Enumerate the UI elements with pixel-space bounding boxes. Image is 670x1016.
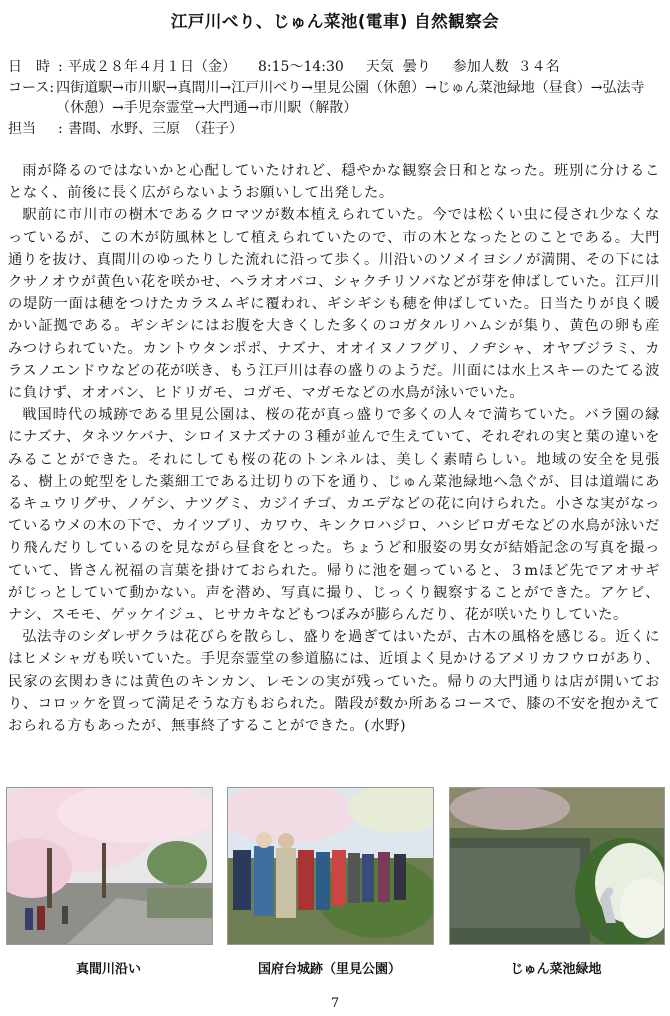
photo-caption: 国府台城跡（里見公園） [257, 962, 401, 977]
participants-value: ３４名 [517, 59, 560, 75]
date-label: 日 時 [8, 59, 50, 75]
paragraph: 弘法寺のシダレザクラは花びらを散らし、盛りを過ぎてはいたが、古木の風格を感じる。近くにはヒメシャガも咲いていた。手児奈霊堂の参道脇には、近頃よく見かけるアメリカフウロがあり、民家の玄関わきには黄色のキンカン、レモンの実が残っていた。帰りの大門通りは店が開いており、コロッケを買って満足そうな方もおられた。階段が数か所あるコースで、膝の不安を抱かえておられる方もあったが、無事終了することができた。(水野) [8, 629, 660, 735]
weather-value: 曇り [402, 59, 431, 75]
page-number: 7 [330, 996, 340, 1011]
paragraph: 駅前に市川市の樹木であるクロマツが数本植えられていた。今では松くい虫に侵され少なくなっているが、この木が防風林として植えられていたので、市の木となったとのことである。大門通りを抜け、真間川のゆったりした流れに沿って歩く。川沿いのソメイヨシノが満開、その下にはクサノオウが黄色い花を咲かせ、ヘラオオバコ、シャクチリソバなどが芽を伸ばしていた。江戸川の堤防一面は穂をつけたカラスムギに覆われ、ギシギシも穂を伸ばしていた。日当たりが良く暖かい証拠である。ギシギシにはお腹を大きくした多くのコガタルリハムシが集り、黄色の卵も産みつけられていた。カントウタンポポ、ナズナ、オオイヌノフグリ、ノヂシャ、オヤブジラミ、カラスノエンドウなどの花が咲き、もう江戸川は春の盛りのようだ。川面には水上スキーのたてる波に負けず、オオバン、ヒドリガモ、コガモ、マガモなどの水鳥が泳いでいた。 [8, 207, 660, 402]
photo-satomi-park [227, 787, 434, 945]
date-value: 平成２８年４月１日（金） [68, 59, 236, 75]
time-value: 8:15～14:30 [258, 59, 344, 75]
page-title: 江戸川べり、じゅん菜池(電車) 自然観察会 [170, 12, 500, 31]
info-course-row: コース : 四街道駅→市川駅→真間川→江戸川べり→里見公園（休憩）→じゅん菜池緑地（昼食）→弘法寺（休憩）→手児奈霊堂→大門通→市川駅（解散） [8, 78, 658, 119]
info-staff-row: 担当 : 書間、水野、三原 （荘子） [8, 119, 658, 140]
weather-label: 天気 [365, 59, 394, 75]
photo-junsai-pond [449, 787, 665, 945]
event-info [8, 57, 658, 139]
photo-caption: じゅん菜池緑地 [510, 962, 602, 977]
paragraph: 雨が降るのではないかと心配していたけれど、穏やかな観察会日和となった。班別に分けることなく、前後に長く広がらないようお願いして出発した。 [8, 163, 660, 202]
course-label: コース [8, 79, 50, 96]
staff-label: 担当 [8, 120, 36, 137]
report-body [8, 160, 660, 737]
info-date-row: 日 時 : 平成２８年４月１日（金） 8:15～14:30 天気 曇り 参加人数 ３４名 [8, 57, 658, 78]
paragraph: 戦国時代の城跡である里見公園は、桜の花が真っ盛りで多くの人々で満ちていた。バラ園の縁にナズナ、タネツケバナ、シロイヌナズナの３種が並んで生えていて、それぞれの実と葉の違いをみることができた。それにしても桜の花のトンネルは、美しく素晴らしい。地域の安全を見張る、樹上の蛇型をした薬細工である辻切りの下を通り、じゅん菜池緑地へ急ぐが、目は道端にあるキュウリグサ、ノゲシ、ナツグミ、カジイチゴ、カエデなどの花に向けられた。小さな実がなっているウメの木の下で、カイツブリ、カワウ、キンクロハジロ、ハシビロガモなどの水鳥が泳いだり飛んだりしているのを見ながら昼食をとった。ちょうど和服姿の男女が結婚記念の写真を撮っていて、皆さん祝福の言葉を掛けておられた。帰りに池を廻っていると、３mほど先でアオサギがじっとしていて動かない。声を潜め、写真に撮り、じっくり観察することができた。アケビ、ナシ、スモモ、ゲッケイジュ、ヒサカキなどもつぼみが膨らんだり、花が咲いたりしていた。 [8, 407, 660, 624]
photo-mama-river [6, 787, 213, 945]
course-value: 四街道駅→市川駅→真間川→江戸川べり→里見公園（休憩）→じゅん菜池緑地（昼食）→弘法寺（休憩）→手児奈霊堂→大門通→市川駅（解散） [56, 79, 645, 116]
participants-label: 参加人数 [452, 59, 509, 75]
photo-caption: 真間川沿い [75, 962, 141, 977]
staff-value: 書間、水野、三原 （荘子） [68, 120, 243, 137]
